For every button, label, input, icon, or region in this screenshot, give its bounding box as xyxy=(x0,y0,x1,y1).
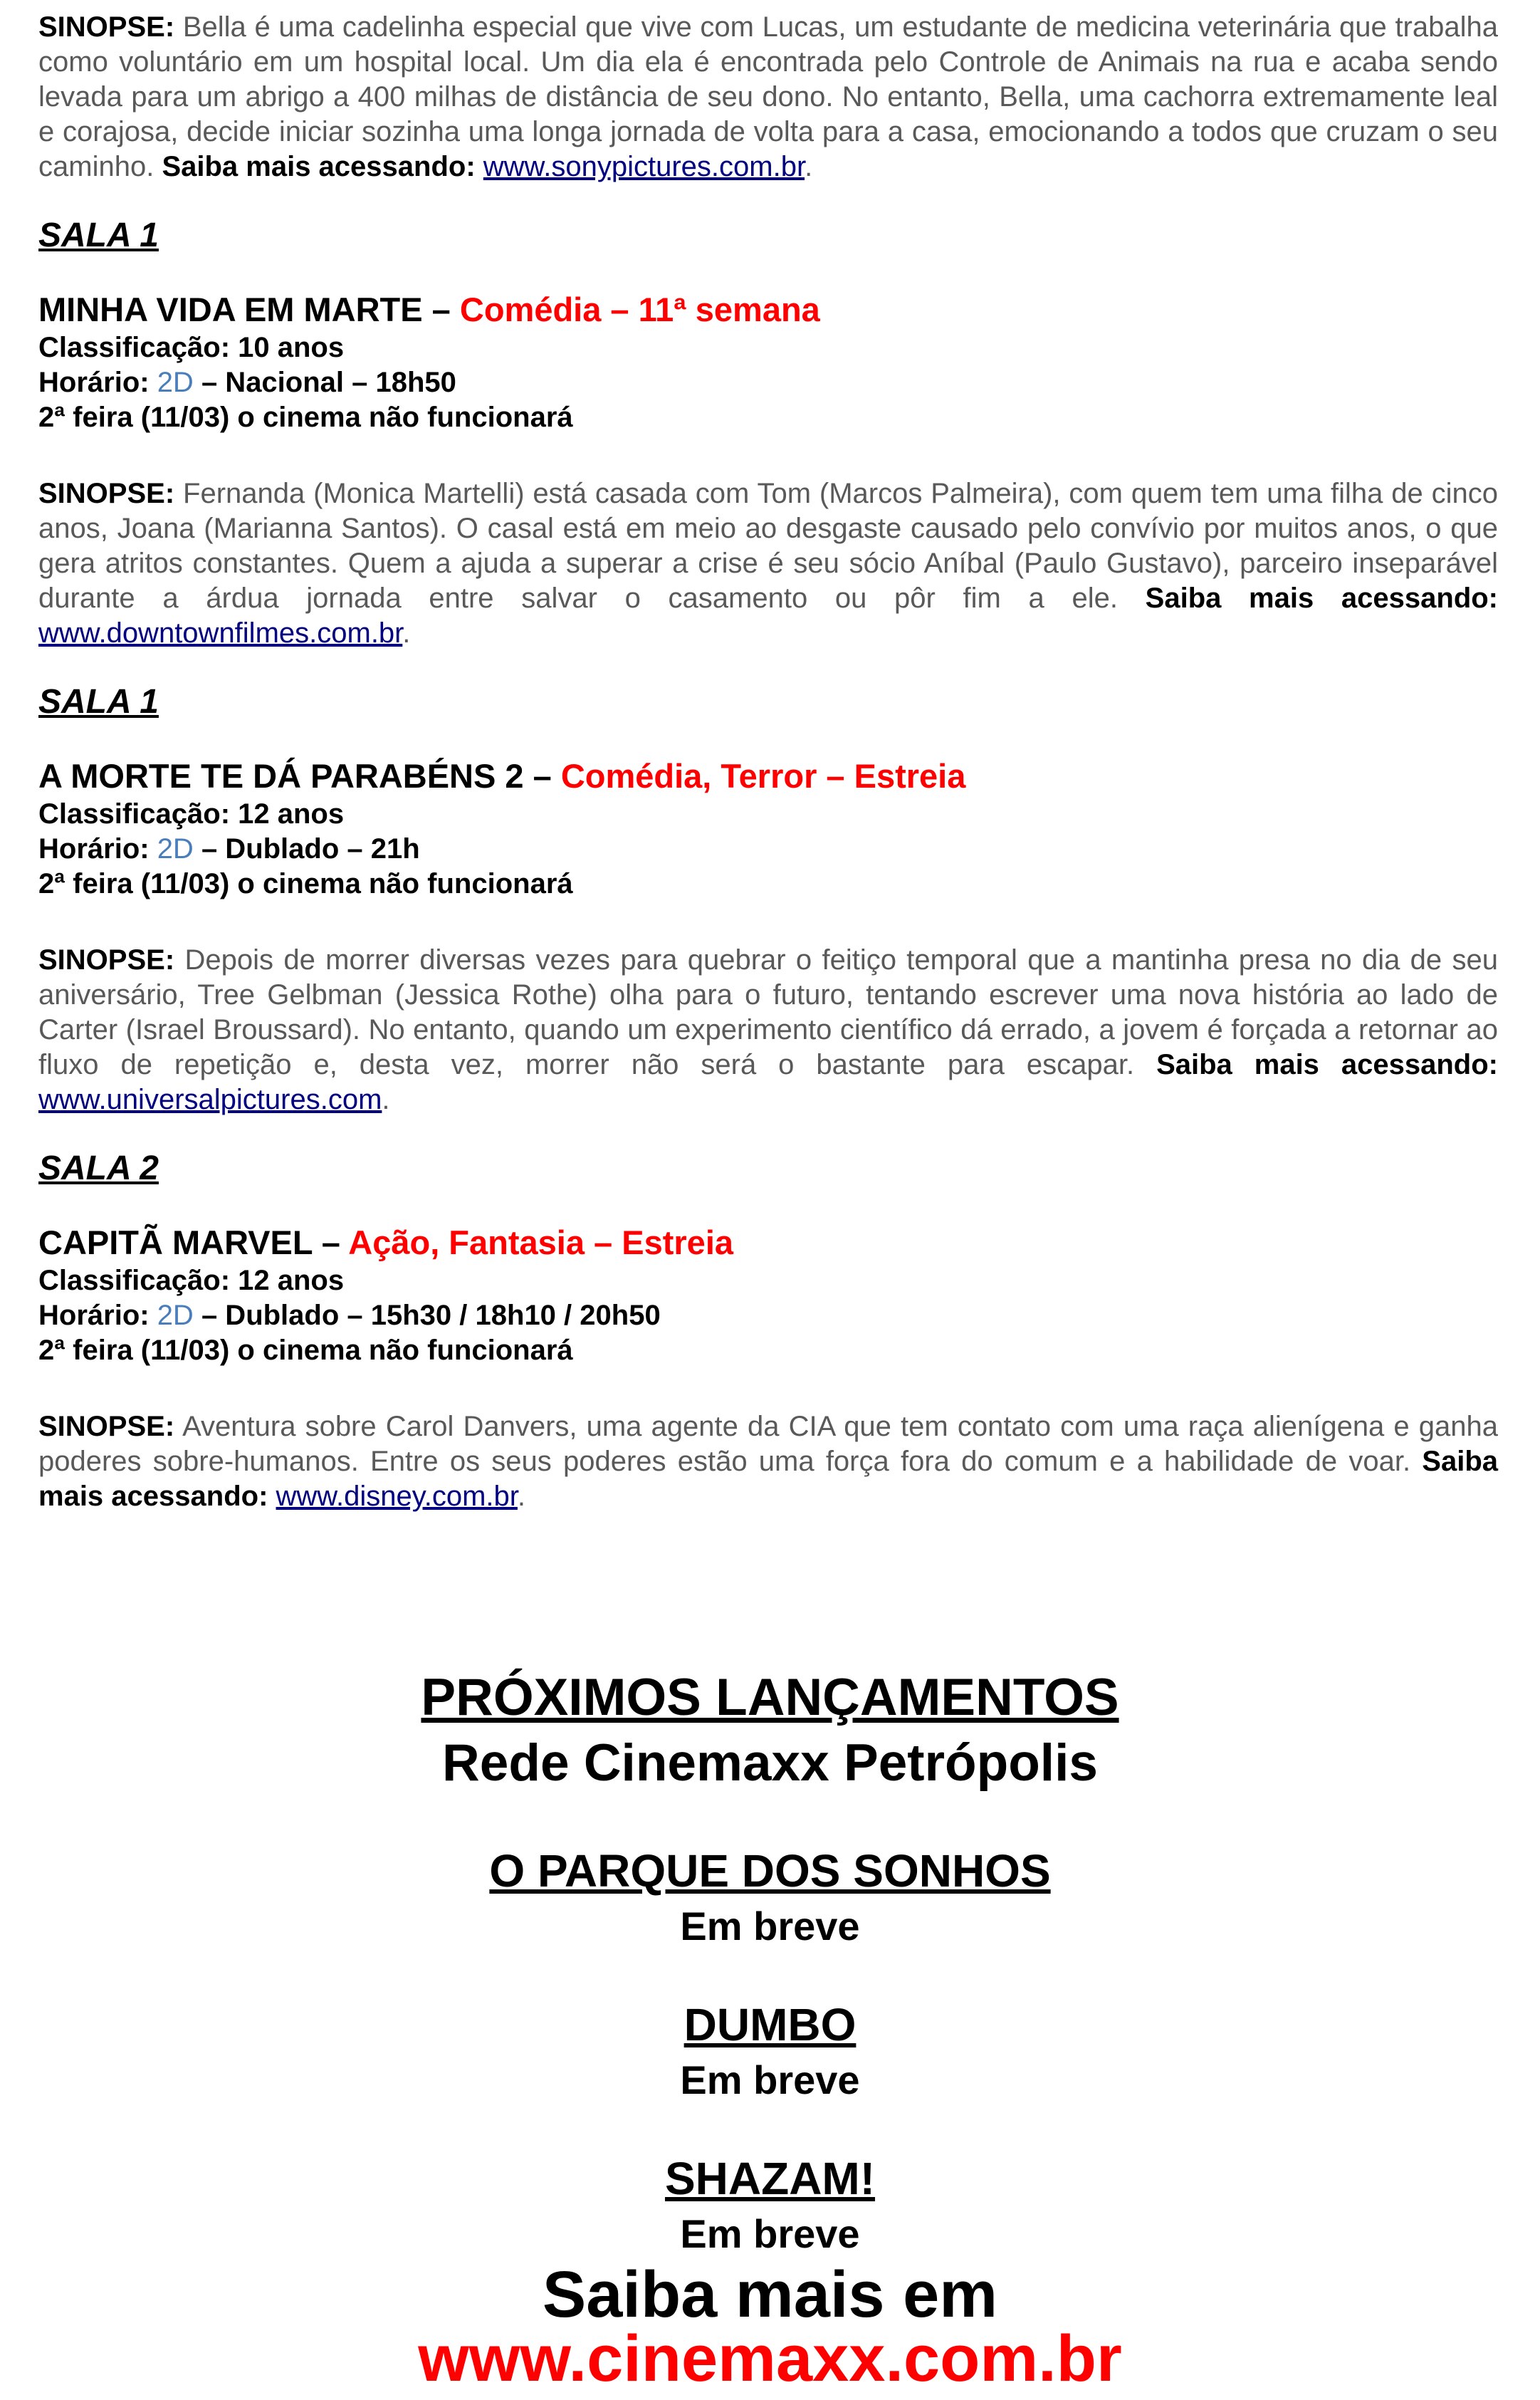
listings xyxy=(38,10,1498,1514)
sony-link[interactable]: www.sonypictures.com.br xyxy=(483,151,805,182)
movie-synopsis: SINOPSE: Depois de morrer diversas vezes para quebrar o feitiço temporal que a mantinha presa no dia de seu aniversário, Tree Gelbman (Jessica Rothe) olha para o futuro, tentando escrever uma nova história ao lado de Carter (Israel Broussard). No entanto, quando um experimento científico dá errado, a jovem é forçada a retornar ao fluxo de repetição e, desta vez, morrer não será o bastante para escapar. Saiba mais acessando: www.universalpictures.com. xyxy=(38,944,1498,1115)
footer-url[interactable]: www.cinemaxx.com.br xyxy=(418,2322,1122,2395)
universal-link[interactable]: www.universalpictures.com xyxy=(38,1084,382,1115)
movie-genre: Ação, Fantasia – Estreia xyxy=(348,1224,734,1261)
downtown-link[interactable]: www.downtownfilmes.com.br xyxy=(38,617,403,649)
upcoming-status: Em breve xyxy=(680,2211,860,2256)
closure-notice: 2ª feira (11/03) o cinema não funcionará xyxy=(38,1335,573,1366)
upcoming-title: O PARQUE DOS SONHOS xyxy=(489,1845,1051,1896)
format-badge: 2D xyxy=(157,1300,194,1331)
movie-synopsis: SINOPSE: Fernanda (Monica Martelli) está casada com Tom (Marcos Palmeira), com quem tem uma filha de cinco anos, Joana (Marianna Santos). O casal está em meio ao desgaste causado pelo convívio por muitos anos, o que gera atritos constantes. Quem a ajuda a superar a crise é seu sócio Aníbal (Paulo Gustavo), parceiro inseparável durante a árdua jornada entre salvar o casamento ou pôr fim a ele. Saiba mais acessando: www.downtownfilmes.com.br. xyxy=(38,478,1499,649)
network-name: Rede Cinemaxx Petrópolis xyxy=(442,1734,1098,1792)
upcoming-heading: PRÓXIMOS LANÇAMENTOS xyxy=(421,1669,1119,1726)
rating: Classificação: 12 anos xyxy=(38,1265,345,1296)
movie-title: CAPITÃ MARVEL – Ação, Fantasia – Estreia xyxy=(38,1224,734,1261)
format-badge: 2D xyxy=(157,833,194,865)
upcoming-title: SHAZAM! xyxy=(664,2153,876,2204)
movie-block xyxy=(38,216,1498,651)
sala-label: SALA 1 xyxy=(38,683,159,721)
movie-title: MINHA VIDA EM MARTE – Comédia – 11ª semana xyxy=(38,291,820,328)
rating: Classificação: 10 anos xyxy=(38,332,345,363)
closure-notice: 2ª feira (11/03) o cinema não funcionará xyxy=(38,868,573,899)
closure-notice: 2ª feira (11/03) o cinema não funcionará xyxy=(38,402,573,433)
synopsis-text: Bella é uma cadelinha especial que vive com Lucas, um estudante de medicina veterinária que trabalha como voluntário em um hospital local. Um dia ela é encontrada pelo Controle de Animais na rua e acaba sendo levada para um abrigo a 400 milhas de distância de seu dono. No entanto, Bella, uma cachorra extremamente leal e corajosa, decide iniciar sozinha uma longa jornada de volta para a casa, emocionando a todos que cruzam o seu caminho. xyxy=(38,11,1498,182)
showtime: Horário: 2D – Nacional – 18h50 xyxy=(38,367,456,398)
movie-genre: Comédia – 11ª semana xyxy=(459,291,820,328)
format-badge: 2D xyxy=(157,367,194,398)
movie-block xyxy=(38,1149,1498,1514)
rating: Classificação: 12 anos xyxy=(38,798,345,830)
disney-link[interactable]: www.disney.com.br xyxy=(276,1481,518,1512)
upcoming-status: Em breve xyxy=(680,1904,860,1948)
movie-synopsis: SINOPSE: Aventura sobre Carol Danvers, uma agente da CIA que tem contato com uma raça alienígena e ganha poderes sobre-humanos. Entre os seus poderes estão uma força fora do comum e a habilidade de voar. Saiba mais acessando: www.disney.com.br. xyxy=(38,1411,1499,1512)
intro-synopsis: SINOPSE: Bella é uma cadelinha especial que vive com Lucas, um estudante de medicina veterinária que trabalha como voluntário em um hospital local. Um dia ela é encontrada pelo Controle de Animais na rua e acaba sendo levada para um abrigo a 400 milhas de distância de seu dono. No entanto, Bella, uma cachorra extremamente leal e corajosa, decide iniciar sozinha uma longa jornada de volta para a casa, emocionando a todos que cruzam o seu caminho. Saiba mais acessando: www.sonypictures.com.br. xyxy=(38,11,1498,182)
showtime: Horário: 2D – Dublado – 15h30 / 18h10 / 20h50 xyxy=(38,1300,661,1331)
sala-label: SALA 1 xyxy=(38,216,159,254)
upcoming-status: Em breve xyxy=(680,2057,860,2102)
movie-block xyxy=(38,682,1498,1117)
more-label: Saiba mais acessando: xyxy=(162,151,476,182)
footer-cta: Saiba mais em xyxy=(542,2258,998,2331)
showtime: Horário: 2D – Dublado – 21h xyxy=(38,833,420,865)
movie-title: A MORTE TE DÁ PARABÉNS 2 – Comédia, Terror – Estreia xyxy=(38,757,966,795)
sala-label: SALA 2 xyxy=(38,1149,159,1187)
upcoming-title: DUMBO xyxy=(683,1999,857,2050)
movie-genre: Comédia, Terror – Estreia xyxy=(560,757,966,795)
synopsis-label: SINOPSE: xyxy=(38,11,175,43)
